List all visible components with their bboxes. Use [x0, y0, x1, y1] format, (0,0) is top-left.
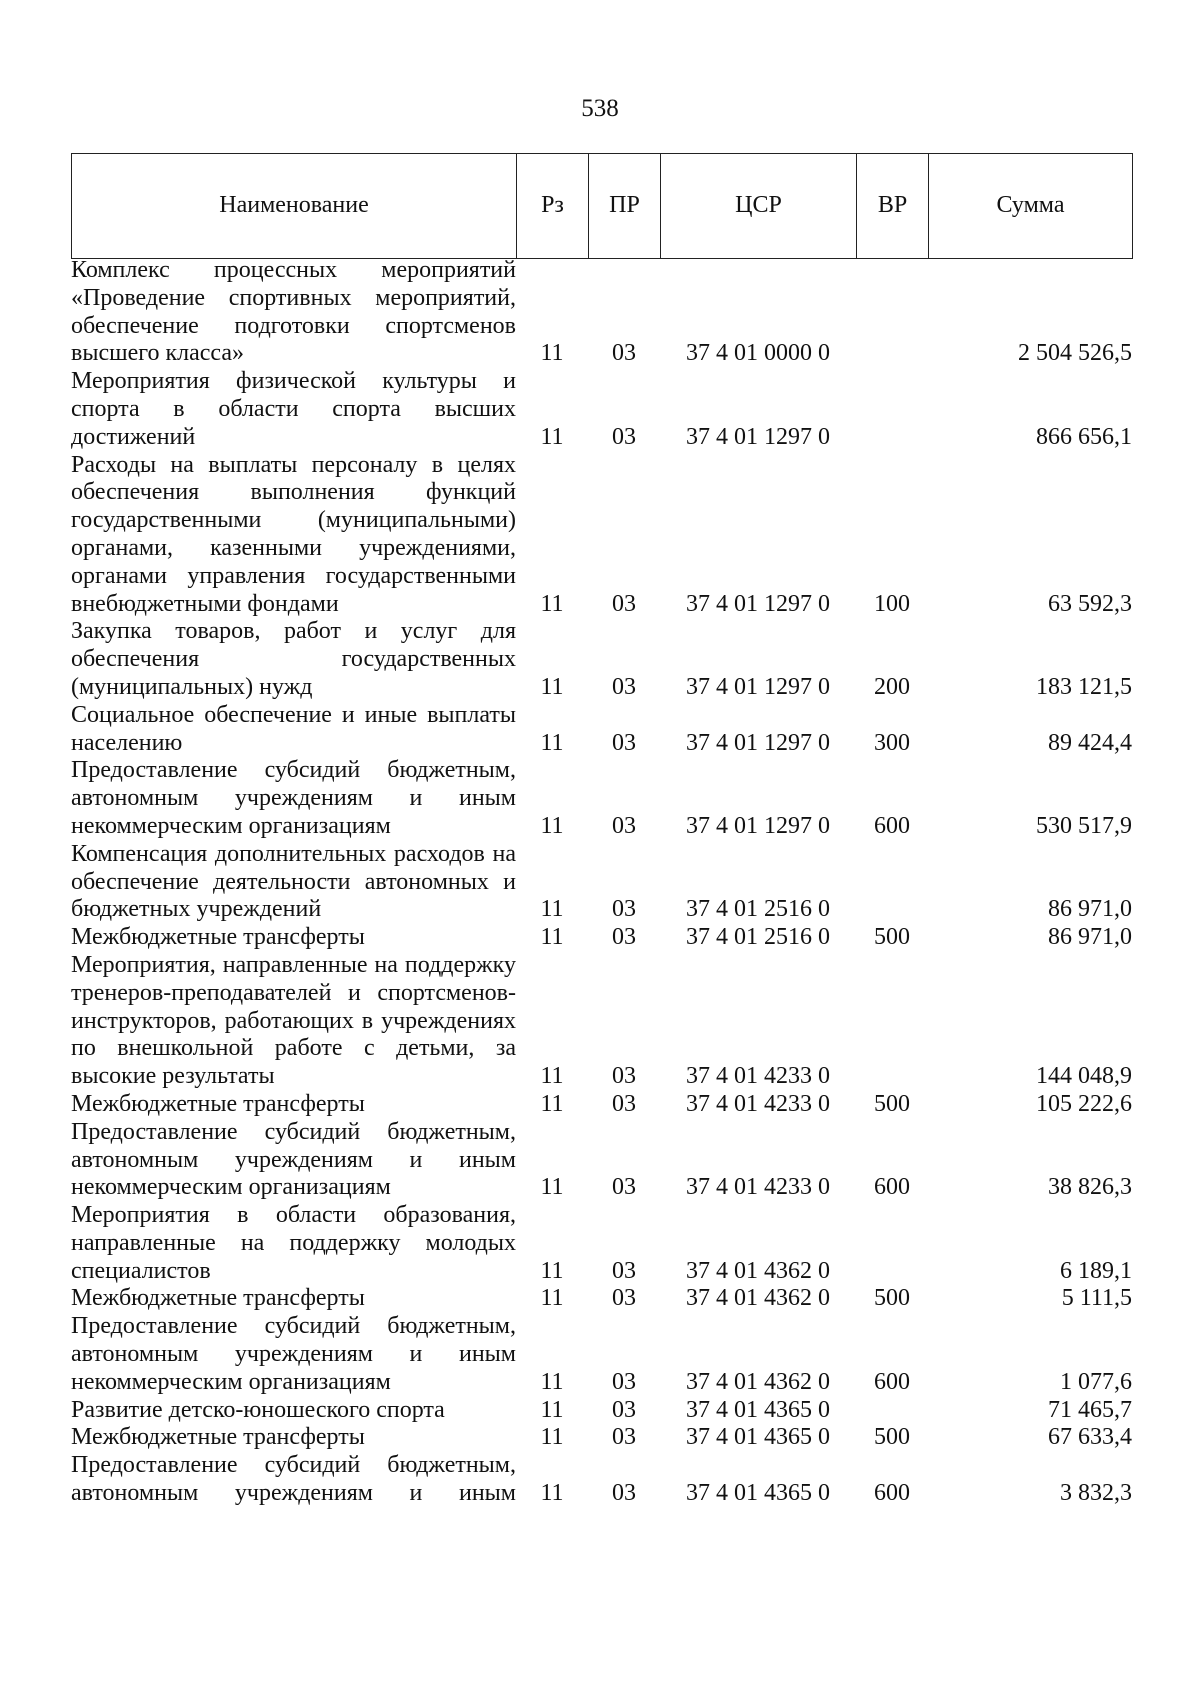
row-name-cell [71, 702, 516, 758]
header-vr: ВР [857, 154, 929, 259]
row-name: Закупка товаров, работ и услуг для обеспечения государственных (муниципальных) нужд [71, 618, 516, 700]
row-name: Предоставление субсидий бюджетным, автономным учреждениям и иным некоммерческим организациям [71, 1118, 516, 1201]
row-name-cell [71, 1313, 516, 1396]
table-row [71, 702, 1132, 758]
table-row [71, 618, 1132, 701]
row-name: Межбюджетные трансферты [71, 924, 365, 951]
row-vr-cell [856, 1202, 928, 1285]
row-vr-cell [856, 841, 928, 924]
row-rz-cell: 11 [540, 340, 564, 367]
row-vr-cell [856, 257, 928, 368]
row-rz-cell: 11 [540, 729, 564, 756]
table-row [71, 1424, 1132, 1452]
row-sum-cell: 5 111,5 [1061, 1285, 1132, 1312]
row-pr-cell: 03 [612, 1257, 636, 1284]
row-rz-cell: 11 [540, 1090, 564, 1117]
row-vr-cell: 200 [874, 673, 910, 700]
row-rz-cell: 11 [540, 1063, 564, 1090]
row-csr-cell: 37 4 01 4233 0 [686, 1063, 830, 1090]
header-sum: Сумма [929, 154, 1133, 259]
row-sum-cell: 71 465,7 [1048, 1396, 1132, 1423]
row-rz-cell: 11 [540, 1480, 564, 1507]
row-vr-cell: 500 [874, 924, 910, 951]
row-sum-cell: 105 222,6 [1036, 1090, 1132, 1117]
header-name: Наименование [72, 154, 517, 259]
row-name: Межбюджетные трансферты [71, 1285, 365, 1312]
row-name-cell [71, 757, 516, 840]
table-body [71, 257, 1132, 1508]
row-rz-cell: 11 [540, 1174, 564, 1201]
table-row [71, 1313, 1132, 1396]
row-name: Мероприятия, направленные на поддержку тренеров-преподавателей и спортсменов-инструкторов, работающих в учреждениях по внешкольной работе с детьми, за высокие результаты [71, 951, 516, 1090]
header-pr: ПР [589, 154, 661, 259]
row-pr-cell: 03 [612, 812, 636, 839]
row-pr-cell: 03 [612, 1063, 636, 1090]
row-csr-cell: 37 4 01 4365 0 [686, 1424, 830, 1451]
row-csr-cell: 37 4 01 1297 0 [686, 729, 830, 756]
row-csr-cell: 37 4 01 4362 0 [686, 1285, 830, 1312]
row-name-cell [71, 618, 516, 701]
row-name-cell [71, 1397, 516, 1425]
row-name-cell [71, 368, 516, 451]
table-row [71, 368, 1132, 451]
row-name: Межбюджетные трансферты [71, 1424, 365, 1451]
row-name-cell [71, 1119, 516, 1202]
row-pr-cell: 03 [612, 729, 636, 756]
row-name-cell [71, 452, 516, 619]
row-name: Предоставление субсидий бюджетным, автономным учреждениям и иным [71, 1452, 516, 1507]
row-rz-cell: 11 [540, 1285, 564, 1312]
row-vr-cell: 600 [874, 1368, 910, 1395]
row-pr-cell: 03 [612, 1090, 636, 1117]
row-rz-cell: 11 [540, 924, 564, 951]
row-pr-cell: 03 [612, 590, 636, 617]
row-name: Развитие детско-юношеского спорта [71, 1396, 445, 1423]
row-name-cell [71, 841, 516, 924]
row-sum-cell: 63 592,3 [1048, 590, 1132, 617]
row-name-cell [71, 1091, 516, 1119]
row-pr-cell: 03 [612, 423, 636, 450]
row-csr-cell: 37 4 01 1297 0 [686, 423, 830, 450]
row-vr-cell: 600 [874, 1174, 910, 1201]
row-rz-cell: 11 [540, 896, 564, 923]
row-csr-cell: 37 4 01 1297 0 [686, 673, 830, 700]
row-rz-cell: 11 [540, 812, 564, 839]
row-rz-cell: 11 [540, 1368, 564, 1395]
row-csr-cell: 37 4 01 2516 0 [686, 924, 830, 951]
row-name: Мероприятия в области образования, направленные на поддержку молодых специалистов [71, 1202, 516, 1284]
row-sum-cell: 86 971,0 [1048, 896, 1132, 923]
row-name: Социальное обеспечение и иные выплаты населению [71, 701, 516, 756]
row-vr-cell: 500 [874, 1424, 910, 1451]
table-row [71, 257, 1132, 368]
row-rz-cell: 11 [540, 1396, 564, 1423]
row-csr-cell: 37 4 01 0000 0 [686, 340, 830, 367]
row-csr-cell: 37 4 01 4233 0 [686, 1090, 830, 1117]
row-sum-cell: 530 517,9 [1036, 812, 1132, 839]
row-sum-cell: 67 633,4 [1048, 1424, 1132, 1451]
row-name: Предоставление субсидий бюджетным, автономным учреждениям и иным некоммерческим организациям [71, 1313, 516, 1395]
row-csr-cell: 37 4 01 4362 0 [686, 1368, 830, 1395]
row-pr-cell: 03 [612, 1480, 636, 1507]
row-rz-cell: 11 [540, 673, 564, 700]
row-vr-cell [856, 1397, 928, 1425]
row-sum-cell: 1 077,6 [1060, 1368, 1132, 1395]
row-csr-cell: 37 4 01 1297 0 [686, 590, 830, 617]
row-name-cell [71, 924, 516, 952]
table-row [71, 1091, 1132, 1119]
row-rz-cell: 11 [540, 590, 564, 617]
table-row [71, 924, 1132, 952]
row-rz-cell: 11 [540, 1257, 564, 1284]
row-name-cell [71, 1424, 516, 1452]
row-pr-cell: 03 [612, 1174, 636, 1201]
row-name-cell [71, 1452, 516, 1508]
row-pr-cell: 03 [612, 924, 636, 951]
row-vr-cell [856, 368, 928, 451]
table-row [71, 1397, 1132, 1425]
row-name: Расходы на выплаты персоналу в целях обеспечения выполнения функций государственными (муниципальными) органами, казенными учреждениями, органами управления государственными внебюджетными фондами [71, 451, 516, 617]
row-csr-cell: 37 4 01 4362 0 [686, 1257, 830, 1284]
row-pr-cell: 03 [612, 1368, 636, 1395]
row-name-cell [71, 1202, 516, 1285]
row-vr-cell: 500 [874, 1285, 910, 1312]
row-pr-cell: 03 [612, 1424, 636, 1451]
row-vr-cell [856, 952, 928, 1091]
row-name-cell [71, 257, 516, 368]
row-vr-cell: 600 [874, 812, 910, 839]
table-header [71, 153, 1133, 259]
row-sum-cell: 86 971,0 [1048, 924, 1132, 951]
row-csr-cell: 37 4 01 2516 0 [686, 896, 830, 923]
budget-table [71, 257, 1132, 1508]
row-name-cell [71, 952, 516, 1091]
row-sum-cell: 6 189,1 [1060, 1257, 1132, 1284]
row-name: Предоставление субсидий бюджетным, автономным учреждениям и иным некоммерческим организациям [71, 757, 516, 839]
table-row [71, 452, 1132, 619]
row-vr-cell: 500 [874, 1090, 910, 1117]
row-sum-cell: 183 121,5 [1036, 673, 1132, 700]
row-vr-cell: 600 [874, 1480, 910, 1507]
table-row [71, 1452, 1132, 1508]
table-row [71, 1285, 1132, 1313]
row-vr-cell: 300 [874, 729, 910, 756]
table-row [71, 757, 1132, 840]
row-name-cell [71, 1285, 516, 1313]
table-row [71, 952, 1132, 1091]
row-csr-cell: 37 4 01 4365 0 [686, 1396, 830, 1423]
row-pr-cell: 03 [612, 896, 636, 923]
row-sum-cell: 2 504 526,5 [1018, 340, 1132, 367]
row-sum-cell: 89 424,4 [1048, 729, 1132, 756]
row-pr-cell: 03 [612, 673, 636, 700]
row-sum-cell: 3 832,3 [1060, 1480, 1132, 1507]
row-sum-cell: 38 826,3 [1048, 1174, 1132, 1201]
row-rz-cell: 11 [540, 1424, 564, 1451]
table-row [71, 1119, 1132, 1202]
row-vr-cell: 100 [874, 590, 910, 617]
page-number: 538 [581, 95, 619, 122]
table-row [71, 1202, 1132, 1285]
row-sum-cell: 866 656,1 [1036, 423, 1132, 450]
row-name: Компенсация дополнительных расходов на обеспечение деятельности автономных и бюджетных учреждений [71, 840, 516, 923]
row-rz-cell: 11 [540, 423, 564, 450]
row-pr-cell: 03 [612, 1396, 636, 1423]
header-csr: ЦСР [661, 154, 857, 259]
row-csr-cell: 37 4 01 4233 0 [686, 1174, 830, 1201]
table-row [71, 841, 1132, 924]
row-name: Межбюджетные трансферты [71, 1090, 365, 1117]
row-csr-cell: 37 4 01 4365 0 [686, 1480, 830, 1507]
header-rz: Рз [517, 154, 589, 259]
row-name: Мероприятия физической культуры и спорта в области спорта высших достижений [71, 368, 516, 450]
row-pr-cell: 03 [612, 340, 636, 367]
row-csr-cell: 37 4 01 1297 0 [686, 812, 830, 839]
row-name: Комплекс процессных мероприятий «Проведение спортивных мероприятий, обеспечение подготовки спортсменов высшего класса» [71, 257, 516, 367]
row-sum-cell: 144 048,9 [1036, 1063, 1132, 1090]
row-pr-cell: 03 [612, 1285, 636, 1312]
